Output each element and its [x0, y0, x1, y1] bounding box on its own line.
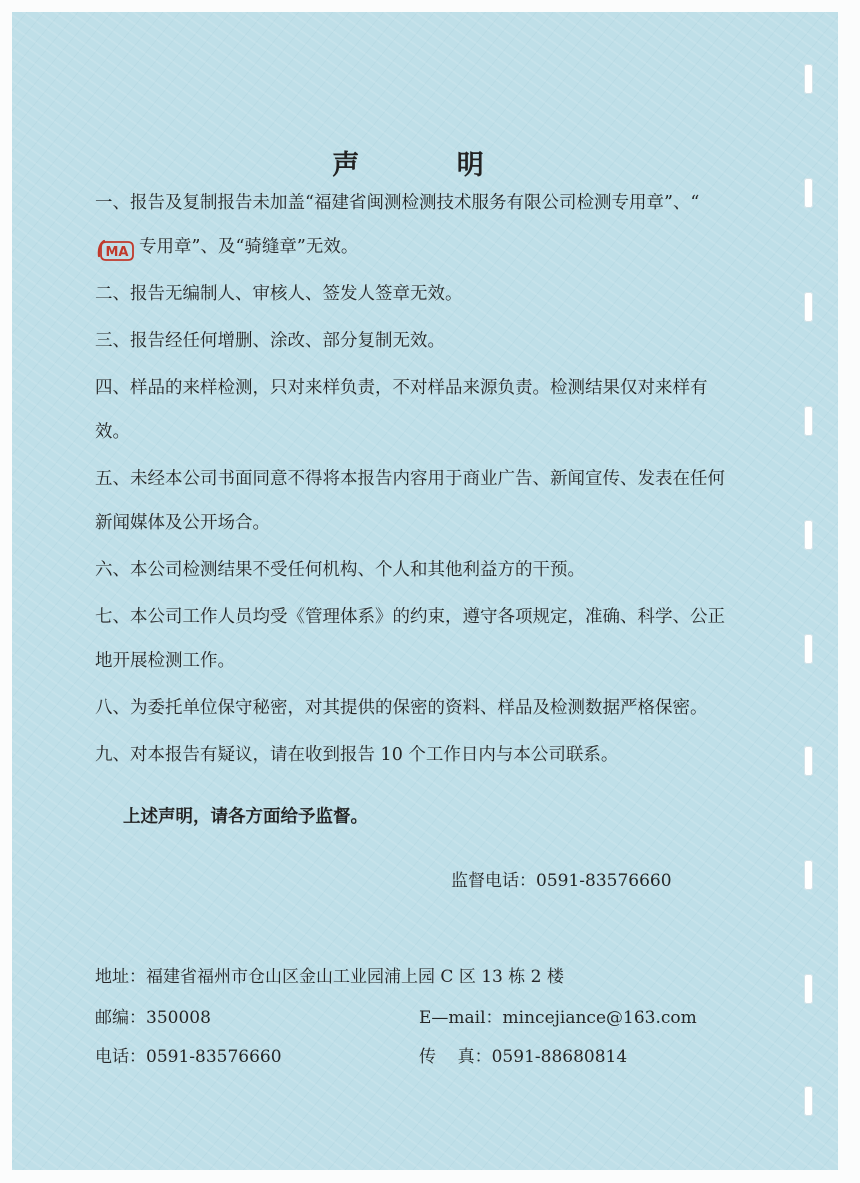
statement-list: [95, 181, 735, 777]
binding-hole: [804, 860, 813, 890]
phone-line: 电话：0591-83576660: [95, 1047, 282, 1067]
binding-hole: [804, 634, 813, 664]
binding-hole: [804, 974, 813, 1004]
email-line: E—mail：mincejiance@163.com: [419, 1008, 697, 1028]
supervision-hotline: 监督电话：0591-83576660: [451, 871, 672, 891]
ma-seal-graphic: [97, 239, 137, 263]
binding-hole: [804, 64, 813, 94]
binding-hole: [804, 1086, 813, 1116]
address-line: 地址：福建省福州市仓山区金山工业园浦上园 C 区 13 栋 2 楼: [95, 967, 564, 987]
closing-statement: 上述声明，请各方面给予监督。: [123, 807, 368, 827]
binding-hole: [804, 746, 813, 776]
statement-item: 五、未经本公司书面同意不得将本报告内容用于商业广告、新闻宣传、发表在任何新闻媒体及公开场合。: [95, 469, 725, 533]
statement-item: 九、对本报告有疑议，请在收到报告 10 个工作日内与本公司联系。: [95, 745, 619, 765]
binding-hole: [804, 178, 813, 208]
document-title: 声 明: [332, 150, 528, 181]
binding-hole: [804, 406, 813, 436]
seal-text: MA: [105, 244, 129, 260]
binding-hole: [804, 520, 813, 550]
statement-item: 八、为委托单位保守秘密，对其提供的保密的资料、样品及检测数据严格保密。: [95, 698, 708, 718]
statement-item: 七、本公司工作人员均受《管理体系》的约束，遵守各项规定，准确、科学、公正地开展检测工作。: [95, 607, 725, 671]
statement-text: 专用章”、及“骑缝章”无效。: [139, 237, 359, 257]
statement-item: 四、样品的来样检测，只对来样负责，不对样品来源负责。检测结果仅对来样有效。: [95, 378, 708, 442]
fax-line: 传 真：0591-88680814: [419, 1047, 628, 1067]
statement-item: 三、报告经任何增删、涂改、部分复制无效。: [95, 331, 445, 351]
binding-hole: [804, 292, 813, 322]
statement-item: 六、本公司检测结果不受任何机构、个人和其他利益方的干预。: [95, 560, 585, 580]
statement-text: 一、报告及复制报告未加盖“福建省闽测检测技术服务有限公司检测专用章”、“: [95, 193, 700, 213]
ma-seal-icon: [97, 236, 137, 260]
statement-item: [95, 181, 735, 269]
statement-item: 二、报告无编制人、审核人、签发人签章无效。: [95, 284, 463, 304]
postcode-line: 邮编：350008: [95, 1008, 211, 1028]
